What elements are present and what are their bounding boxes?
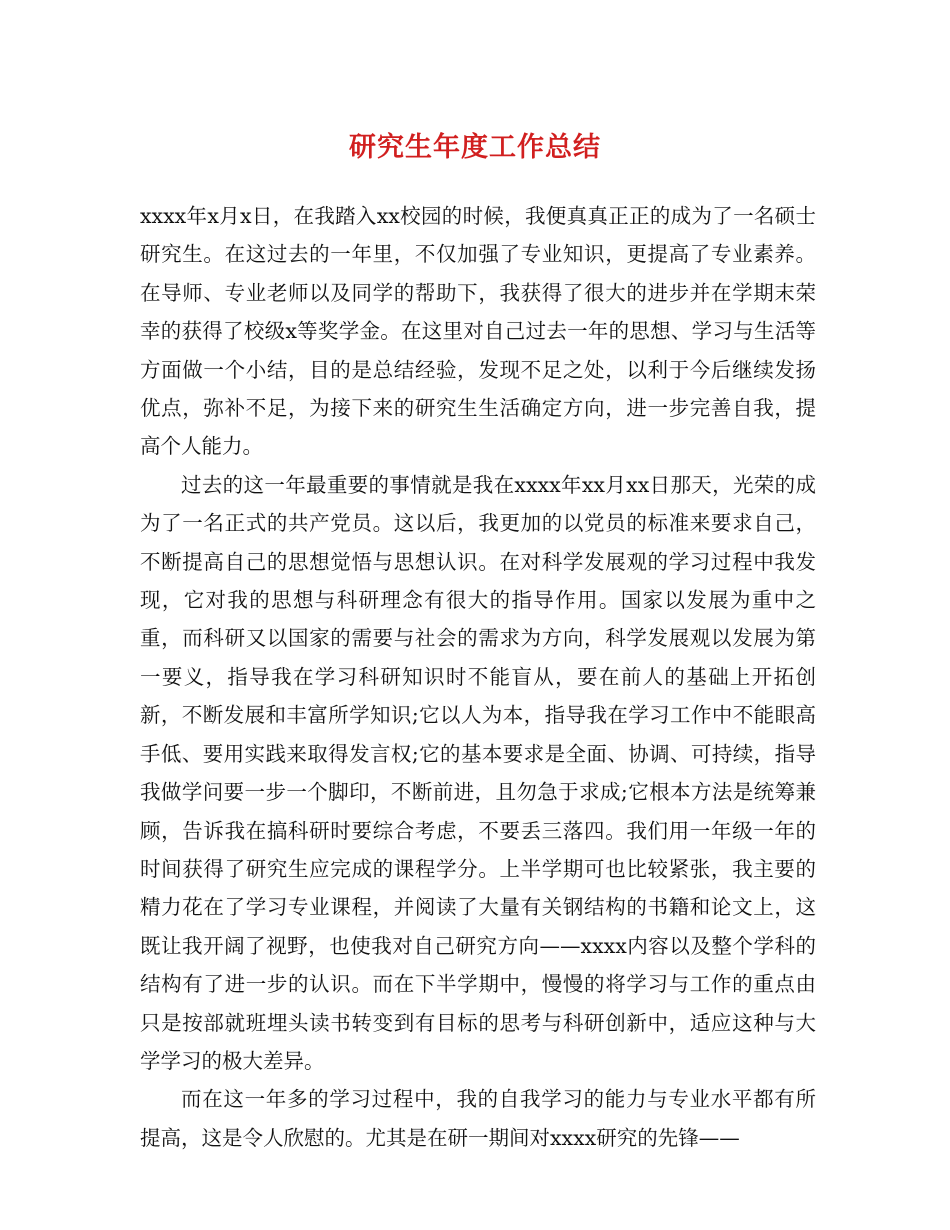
paragraph-1: xxxx年x月x日，在我踏入xx校园的时候，我便真真正正的成为了一名硕士研究生。在这过去的一年里，不仅加强了专业知识，更提高了专业素养。在导师、专业老师以及同学的帮助下，我获得了很大的进步并在学期末荣幸的获得了校级x等奖学金。在这里对自己过去一年的思想、学习与生活等方面做一个小结，目的是总结经验，发现不足之处，以利于今后继续发扬优点，弥补不足，为接下来的研究生生活确定方向，进一步完善自我，提高个人能力。 — [140, 204, 816, 459]
document-body — [140, 197, 816, 1157]
document-title: 研究生年度工作总结 — [349, 132, 601, 163]
paragraph-2: 过去的这一年最重要的事情就是我在xxxx年xx月xx日那天，光荣的成为了一名正式的共产党员。这以后，我更加的以党员的标准来要求自己，不断提高自己的思想觉悟与思想认识。在对科学发展观的学习过程中我发现，它对我的思想与科研理念有很大的指导作用。国家以发展为重中之重，而科研又以国家的需要与社会的需求为方向，科学发展观以发展为第一要义，指导我在学习科研知识时不能盲从，要在前人的基础上开拓创新，不断发展和丰富所学知识;它以人为本，指导我在学习工作中不能眼高手低、要用实践来取得发言权;它的基本要求是全面、协调、可持续，指导我做学问要一步一个脚印，不断前进，且勿急于求成;它根本方法是统筹兼顾，告诉我在搞科研时要综合考虑，不要丢三落四。我们用一年级一年的时间获得了研究生应完成的课程学分。上半学期可也比较紧张，我主要的精力花在了学习专业课程，并阅读了大量有关钢结构的书籍和论文上，这既让我开阔了视野，也使我对自己研究方向——xxxx内容以及整个学科的结构有了进一步的认识。而在下半学期中，慢慢的将学习与工作的重点由只是按部就班埋头读书转变到有目标的思考与科研创新中，适应这种与大学学习的极大差异。 — [140, 472, 816, 1073]
paragraph-3: 而在这一年多的学习过程中，我的自我学习的能力与专业水平都有所提高，这是令人欣慰的。尤其是在研一期间对xxxx研究的先锋—— — [140, 1087, 816, 1150]
